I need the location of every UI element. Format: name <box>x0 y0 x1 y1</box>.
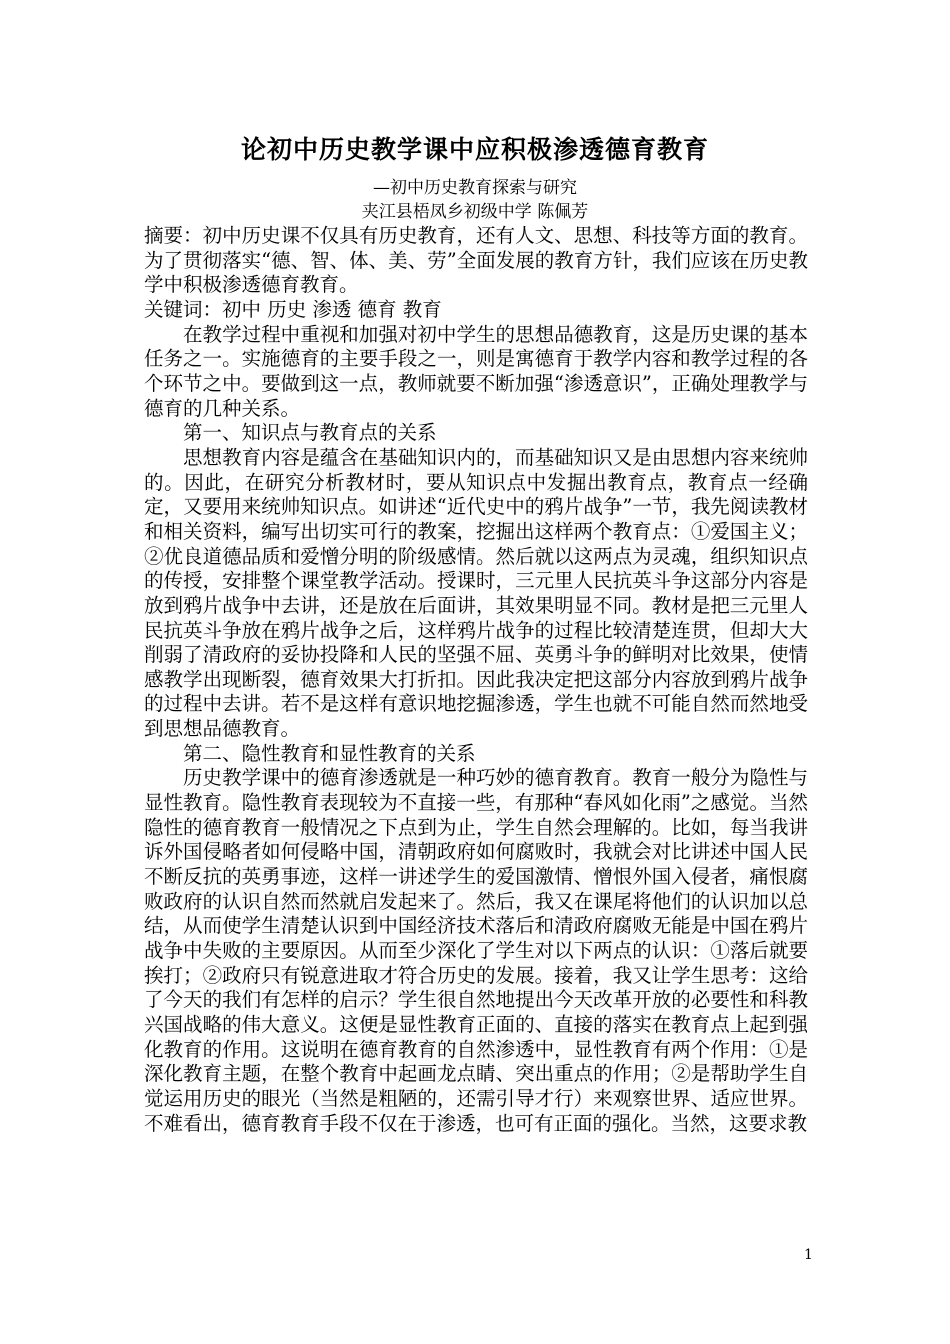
intro-paragraph: 在教学过程中重视和加强对初中学生的思想品德教育，这是历史课的基本任务之一。实施德育的主要手段之一，则是寓德育于教学内容和教学过程的各个环节之中。要做到这一点，教师就要不断加强“渗透意识”，正确处理教学与德育的几种关系。 <box>144 322 808 420</box>
section-paragraph-1: 思想教育内容是蕴含在基础知识内的，而基础知识又是由思想内容来统帅的。因此，在研究分析教材时，要从知识点中发掘出教育点，教育点一经确定，又要用来统帅知识点。如讲述“近代史中的鸦片战争”一节，我先阅读教材和相关资料，编写出切实可行的教案，挖掘出这样两个教育点：①爱国主义；②优良道德品质和爱憎分明的阶级感情。然后就以这两点为灵魂，组织知识点的传授，安排整个课堂教学活动。授课时，三元里人民抗英斗争这部分内容是放到鸦片战争中去讲，还是放在后面讲，其效果明显不同。教材是把三元里人民抗英斗争放在鸦片战争之后，这样鸦片战争的过程比较清楚连贯，但却大大削弱了清政府的妥协投降和人民的坚强不屈、英勇斗争的鲜明对比效果，使情感教学出现断裂，德育效果大打折扣。因此我决定把这部分内容放到鸦片战争的过程中去讲。若不是这样有意识地挖掘渗透，学生也就不可能自然而然地受到思想品德教育。 <box>144 445 808 741</box>
document-body <box>144 224 808 1136</box>
section-heading-2: 第二、隐性教育和显性教育的关系 <box>183 741 476 765</box>
page-number: 1 <box>804 1247 813 1263</box>
document-subtitle: —初中历史教育探索与研究 <box>373 178 577 198</box>
section-heading-1: 第一、知识点与教育点的关系 <box>183 421 437 445</box>
section-paragraph-2: 历史教学课中的德育渗透就是一种巧妙的德育教育。教育一般分为隐性与显性教育。隐性教育表现较为不直接一些，有那种“春风如化雨”之感觉。当然隐性的德育教育一般情况之下点到为止，学生自然会理解的。比如，每当我讲诉外国侵略者如何侵略中国，清朝政府如何腐败时，我就会对比讲述中国人民不断反抗的英勇事迹，这样一讲述学生的爱国激情、憎恨外国入侵者，痛恨腐败政府的认识自然而然就启发起来了。然后，我又在课尾将他们的认识加以总结，从而使学生清楚认识到中国经济技术落后和清政府腐败无能是中国在鸦片战争中失败的主要原因。从而至少深化了学生对以下两点的认识：①落后就要挨打；②政府只有锐意进取才符合历史的发展。接着，我又让学生思考：这给了今天的我们有怎样的启示？学生很自然地提出今天改革开放的必要性和科教兴国战略的伟大意义。这便是显性教育正面的、直接的落实在教育点上起到强化教育的作用。这说明在德育教育的自然渗透中，显性教育有两个作用：①是深化教育主题，在整个教育中起画龙点睛、突出重点的作用；②是帮助学生自觉运用历史的眼光（当然是粗陋的，还需引导才行）来观察世界、适应世界。不难看出，德育教育手段不仅在于渗透，也可有正面的强化。当然，这要求教 <box>144 766 808 1135</box>
author-line: 夹江县梧凤乡初级中学 陈佩芳 <box>361 202 589 222</box>
abstract-paragraph: 摘要：初中历史课不仅具有历史教育，还有人文、思想、科技等方面的教育。为了贯彻落实“德、智、体、美、劳”全面发展的教育方针，我们应该在历史教学中积极渗透德育教育。 <box>144 224 808 297</box>
keywords-line: 关键词：初中 历史 渗透 德育 教育 <box>144 297 442 321</box>
document-title: 论初中历史教学课中应积极渗透德育教育 <box>240 135 709 164</box>
